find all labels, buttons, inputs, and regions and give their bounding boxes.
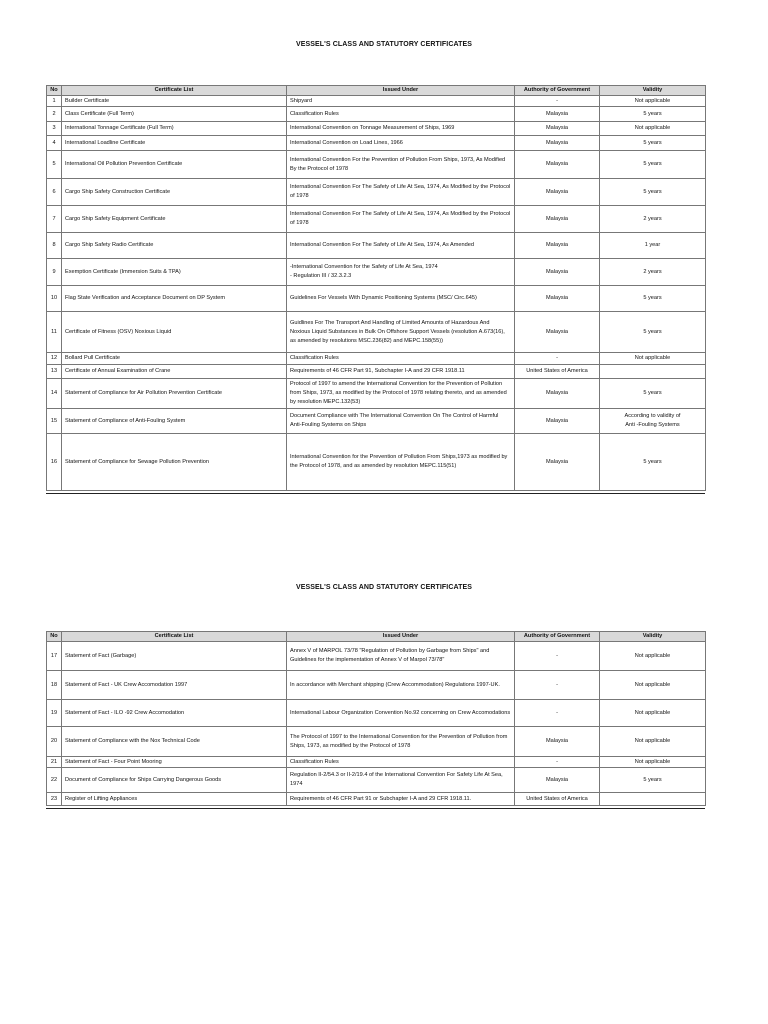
table-row: [47, 353, 706, 365]
table-row: [47, 312, 706, 353]
validity: 5 years: [600, 107, 706, 122]
issued-under: International Convention For The Safety of Life At Sea, 1974, As Modified by the Protocol of 1978: [287, 206, 515, 233]
issued-under: Classification Rules: [287, 757, 515, 768]
issued-under: International Convention on Tonnage Measurement of Ships, 1969: [287, 122, 515, 136]
header-authority: Authority of Government: [515, 632, 600, 642]
table-row: [47, 700, 706, 727]
certificate-name: Document of Compliance for Ships Carrying Dangerous Goods: [62, 768, 287, 793]
header-no: No: [47, 86, 62, 96]
row-number: 19: [47, 700, 62, 727]
header-certificate-list: Certificate List: [62, 86, 287, 96]
table-1-bottom-rule: [46, 493, 705, 494]
row-number: 15: [47, 409, 62, 434]
certificate-name: Statement of Compliance of Anti-Fouling System: [62, 409, 287, 434]
table-row: [47, 206, 706, 233]
validity: 5 years: [600, 379, 706, 409]
table-row: [47, 727, 706, 757]
row-number: 18: [47, 671, 62, 700]
table-row: [47, 671, 706, 700]
certificate-name: Statement of Compliance for Air Pollution Prevention Certificate: [62, 379, 287, 409]
certificate-name: International Loadline Certificate: [62, 136, 287, 151]
issued-under: In accordance with Merchant shipping (Crew Accommodation) Regulations 1997-UK.: [287, 671, 515, 700]
authority-of-government: Malaysia: [515, 286, 600, 312]
issued-under: International Convention for the Prevention of Pollution From Ships,1973 as modified by the Protocol of 1978, and as amended by resolution MEPC.115(51): [287, 434, 515, 491]
row-number: 6: [47, 179, 62, 206]
issued-under: International Convention For the Prevention of Pollution From Ships, 1973, As Modified By the Protocol of 1978: [287, 151, 515, 179]
issued-under: Protocol of 1997 to amend the International Convention for the Prevention of Pollution from Ships, 1973, as modified by the Protocol of 1978 relating thereto, and as amended by resolution MEPC.132(53): [287, 379, 515, 409]
authority-of-government: Malaysia: [515, 434, 600, 491]
authority-of-government: Malaysia: [515, 233, 600, 259]
authority-of-government: -: [515, 671, 600, 700]
issued-under: International Convention on Load Lines, 1966: [287, 136, 515, 151]
certificate-name: International Tonnage Certificate (Full Term): [62, 122, 287, 136]
validity: 5 years: [600, 136, 706, 151]
table-row: [47, 757, 706, 768]
certificate-name: Certificate of Fitness (OSV) Noxious Liquid: [62, 312, 287, 353]
header-certificate-list: Certificate List: [62, 632, 287, 642]
issued-under: Classification Rules: [287, 353, 515, 365]
authority-of-government: Malaysia: [515, 312, 600, 353]
row-number: 5: [47, 151, 62, 179]
row-number: 10: [47, 286, 62, 312]
issued-under: Annex V of MARPOL 73/78 "Regulation of Pollution by Garbage from Ships" and Guidelines for the implementation of Annex V of Marpol 73/78": [287, 642, 515, 671]
table-header-row: [47, 632, 706, 642]
validity: Not applicable: [600, 671, 706, 700]
validity: 5 years: [600, 286, 706, 312]
validity: According to validity of Anti -Fouling Systems: [600, 409, 706, 434]
section-2-title: VESSEL'S CLASS AND STATUTORY CERTIFICATES: [295, 584, 473, 591]
validity: Not applicable: [600, 757, 706, 768]
row-number: 2: [47, 107, 62, 122]
certificates-table-1: [46, 85, 706, 491]
validity: 2 years: [600, 206, 706, 233]
issued-under: Requirements of 46 CFR Part 91, Subchapter I-A and 29 CFR 1918.11: [287, 365, 515, 379]
issued-under: Document Compliance with The International Convention On The Control of Harmful Anti-Fouling Systems on Ships: [287, 409, 515, 434]
validity: 1 year: [600, 233, 706, 259]
issued-under: The Protocol of 1997 to the International Convention for the Prevention of Pollution from Ships, 1973, as modified by the Protocol of 1978: [287, 727, 515, 757]
authority-of-government: -: [515, 700, 600, 727]
authority-of-government: -: [515, 353, 600, 365]
row-number: 23: [47, 793, 62, 806]
row-number: 14: [47, 379, 62, 409]
table-row: [47, 136, 706, 151]
header-validity: Validity: [600, 86, 706, 96]
row-number: 16: [47, 434, 62, 491]
issued-under: Regulation II-2/54.3 or II-2/19.4 of the International Convention For Safety Life At Sea, 1974: [287, 768, 515, 793]
certificate-name: Statement of Compliance with the Nox Technical Code: [62, 727, 287, 757]
authority-of-government: United States of America: [515, 793, 600, 806]
authority-of-government: -: [515, 96, 600, 107]
authority-of-government: Malaysia: [515, 206, 600, 233]
table-header-row: [47, 86, 706, 96]
validity: Not applicable: [600, 642, 706, 671]
certificate-name: Statement of Fact - UK Crew Accomodation 1997: [62, 671, 287, 700]
row-number: 9: [47, 259, 62, 286]
certificate-name: Statement of Fact - Four Point Mooring: [62, 757, 287, 768]
validity: Not applicable: [600, 122, 706, 136]
row-number: 20: [47, 727, 62, 757]
row-number: 3: [47, 122, 62, 136]
table-row: [47, 107, 706, 122]
certificate-name: Register of Lifting Appliances: [62, 793, 287, 806]
issued-under: Guidlines For The Transport And Handling of Limited Amounts of Hazardous And Noxious Liquid Substances in Bulk On Offshore Support Vessels (resolution A.673(16), as amended by resolutions MSC.236(82) and MEPC.158(55)): [287, 312, 515, 353]
authority-of-government: Malaysia: [515, 727, 600, 757]
issued-under: International Labour Organization Convention No.92 concerning on Crew Accomodations: [287, 700, 515, 727]
table-2-bottom-rule: [46, 808, 705, 809]
table-row: [47, 122, 706, 136]
certificate-name: Certificate of Annual Examination of Crane: [62, 365, 287, 379]
authority-of-government: Malaysia: [515, 259, 600, 286]
certificate-name: Exemption Certificate (Immersion Suits & TPA): [62, 259, 287, 286]
issued-under: Classification Rules: [287, 107, 515, 122]
authority-of-government: Malaysia: [515, 107, 600, 122]
validity: Not applicable: [600, 353, 706, 365]
validity: 5 years: [600, 151, 706, 179]
row-number: 1: [47, 96, 62, 107]
validity: 5 years: [600, 179, 706, 206]
issued-under: Guidelines For Vessels With Dynamic Positioning Systems (MSC/ Circ.645): [287, 286, 515, 312]
table-row: [47, 768, 706, 793]
validity: Not applicable: [600, 700, 706, 727]
header-validity: Validity: [600, 632, 706, 642]
row-number: 13: [47, 365, 62, 379]
table-row: [47, 233, 706, 259]
row-number: 8: [47, 233, 62, 259]
authority-of-government: Malaysia: [515, 122, 600, 136]
table-row: [47, 409, 706, 434]
table-row: [47, 642, 706, 671]
authority-of-government: Malaysia: [515, 768, 600, 793]
table-row: [47, 96, 706, 107]
section-1-title: VESSEL'S CLASS AND STATUTORY CERTIFICATES: [295, 41, 473, 48]
row-number: 4: [47, 136, 62, 151]
validity: 5 years: [600, 312, 706, 353]
certificate-name: Statement of Fact - ILO -92 Crew Accomodation: [62, 700, 287, 727]
validity: [600, 793, 706, 806]
certificate-name: International Oil Pollution Prevention Certificate: [62, 151, 287, 179]
certificate-name: Cargo Ship Safety Equipment Certificate: [62, 206, 287, 233]
authority-of-government: Malaysia: [515, 136, 600, 151]
table-row: [47, 179, 706, 206]
row-number: 22: [47, 768, 62, 793]
header-issued-under: Issued Under: [287, 86, 515, 96]
row-number: 7: [47, 206, 62, 233]
authority-of-government: -: [515, 642, 600, 671]
issued-under: International Convention For The Safety of Life At Sea, 1974, As Amended: [287, 233, 515, 259]
validity: 2 years: [600, 259, 706, 286]
authority-of-government: United States of America: [515, 365, 600, 379]
authority-of-government: Malaysia: [515, 409, 600, 434]
authority-of-government: Malaysia: [515, 379, 600, 409]
table-row: [47, 379, 706, 409]
certificate-name: Bollard Pull Certificate: [62, 353, 287, 365]
certificate-name: Statement of Fact (Garbage): [62, 642, 287, 671]
issued-under: International Convention For The Safety of Life At Sea, 1974, As Modified by the Protocol of 1978: [287, 179, 515, 206]
validity: 5 years: [600, 434, 706, 491]
authority-of-government: Malaysia: [515, 151, 600, 179]
certificate-name: Statement of Compliance for Sewage Pollution Prevention: [62, 434, 287, 491]
header-authority: Authority of Government: [515, 86, 600, 96]
table-row: [47, 286, 706, 312]
row-number: 17: [47, 642, 62, 671]
certificate-name: Builder Certificate: [62, 96, 287, 107]
authority-of-government: -: [515, 757, 600, 768]
certificate-name: Cargo Ship Safety Radio Certificate: [62, 233, 287, 259]
table-row: [47, 434, 706, 491]
certificates-table-2: [46, 631, 706, 806]
table-row: [47, 151, 706, 179]
header-issued-under: Issued Under: [287, 632, 515, 642]
row-number: 21: [47, 757, 62, 768]
certificate-name: Flag State Verification and Acceptance Document on DP System: [62, 286, 287, 312]
certificate-name: Class Certificate (Full Term): [62, 107, 287, 122]
issued-under: Requirements of 46 CFR Part 91 or Subchapter I-A and 29 CFR 1918.11.: [287, 793, 515, 806]
table-row: [47, 793, 706, 806]
table-row: [47, 365, 706, 379]
validity: 5 years: [600, 768, 706, 793]
issued-under: -International Convention for the Safety of Life At Sea, 1974 - Regulation III / 32.3.2.3: [287, 259, 515, 286]
header-no: No: [47, 632, 62, 642]
row-number: 11: [47, 312, 62, 353]
authority-of-government: Malaysia: [515, 179, 600, 206]
validity: [600, 365, 706, 379]
row-number: 12: [47, 353, 62, 365]
table-row: [47, 259, 706, 286]
validity: Not applicable: [600, 727, 706, 757]
certificate-name: Cargo Ship Safety Construction Certificate: [62, 179, 287, 206]
validity: Not applicable: [600, 96, 706, 107]
issued-under: Shipyard: [287, 96, 515, 107]
